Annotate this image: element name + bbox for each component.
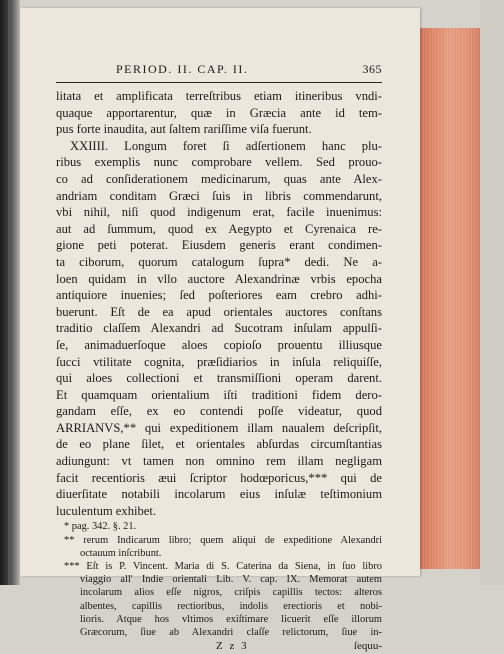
body-line: qui aloes collectioni et transmiſſioni operam darent. (56, 371, 382, 386)
body-line: litata et amplificata terreſtribus etiam itineribus vndi- (56, 89, 382, 103)
footnotes (56, 520, 382, 639)
body-line: ſe, animaduerſoque aloes copioſo prouentu illiusque (56, 337, 382, 352)
body-line: pus forte inaudita, aut ſaltem rariſſime viſa fuerunt. (56, 122, 312, 137)
catchword: ſequu- (353, 640, 382, 653)
body-line: ARRIANVS,** qui expeditionem illam naualem deſcripſit, (56, 420, 382, 435)
footnote: * pag. 342. §. 21. (64, 521, 137, 533)
body-line: ribus exemplis nunc comprobare vellem. Sed prouo- (56, 155, 382, 170)
body-line: loen quidam in vllo auctore Alexandrinæ vrbis epocha (56, 271, 382, 286)
body-line: Et quamquam orientalium iſti traditioni fidem dero- (56, 387, 382, 402)
page-number: 365 (362, 62, 382, 76)
footnote-continuation: octauum inſcribunt. (80, 547, 162, 559)
body-line: buerunt. Eſt de ea apud orientales auctores conſtans (56, 304, 382, 319)
body-line: co ad conſiderationem medicinarum, quas ante Alex- (56, 171, 382, 186)
body-line: luculentum exhibet. (56, 503, 157, 518)
body-line: andriam conditam Græci ſuis in libris commendarunt, (56, 188, 382, 203)
page-footer (56, 640, 382, 654)
body-line: antiquiore inuenies; ſed poſteriores eam crebro adhi- (56, 288, 382, 303)
body-line: traditio claſſem Alexandri ad Sucotram inſulam appulſi- (56, 321, 382, 336)
body-line: vbi nihil, niſi quod indigenum erat, facile inuenimus: (56, 205, 382, 220)
footnote-continuation: lioris. Atque hos vltimos exiſtimare licuerit eſſe illorum (80, 613, 382, 625)
body-line: gione peti poterat. Eiusdem generis erant condimen- (56, 238, 382, 253)
body-line: gandam eſſe, ex eo contendi poſſe videatur, quod (56, 404, 382, 419)
binding-edge (8, 0, 11, 585)
body-line: aut ad ſummum, quod ex Aegypto et Cyrenaica re- (56, 221, 382, 236)
footnote-continuation: incolarum alios eſſe nigros, criſpis capillis tectos: alteros (80, 587, 382, 599)
footnote-continuation: Græcorum, ſiue ab Alexandri claſſe relictorum, ſiue in- (80, 626, 382, 638)
footnote-continuation: albentes, capillis rectioribus, indolis erectioris et nobi- (80, 600, 382, 612)
page-fore-edge (420, 28, 480, 569)
body-line: ta ciborum, quorum catalogum ſupra* dedi. Ne a- (56, 254, 382, 269)
footnote: ** rerum Indicarum libro; quem aliqui de expeditione Alexandri (64, 534, 382, 546)
body-line: quaque apportarentur, quæ in Græcia ante id tem- (56, 105, 382, 120)
running-head: PERIOD. II. CAP. II. (116, 62, 249, 76)
background-surface (480, 0, 504, 585)
body-line: facit recentioris æui ſcriptor hodœporicus,*** qui de (56, 470, 382, 485)
body-line: ſucci vtilitate cognita, præſidiarios in inſula reliquiſſe, (56, 354, 382, 369)
body-line: diuerſitate notabili incolarum eius inſulæ teſtimonium (56, 487, 382, 502)
footnote-continuation: viaggio all' Indie orientali Lib. V. cap. IX. Memorat autem (80, 574, 382, 586)
signature-mark: Z z 3 (216, 640, 249, 653)
footnote: *** Eſt is P. Vincent. Maria di S. Caterina da Siena, in ſuo libro (64, 561, 382, 572)
section-start-line: XXIIII. Longum foret ſi adſertionem hanc plu- (70, 138, 382, 153)
body-line: adiungunt: vt tamen non omnino rem illam negligam (56, 454, 382, 469)
page-text-block (56, 62, 382, 654)
body-line: de eo plane ſilet, et orientales abſurdas circumſtantias (56, 437, 382, 452)
body-text (56, 88, 382, 519)
page-header (56, 62, 382, 83)
